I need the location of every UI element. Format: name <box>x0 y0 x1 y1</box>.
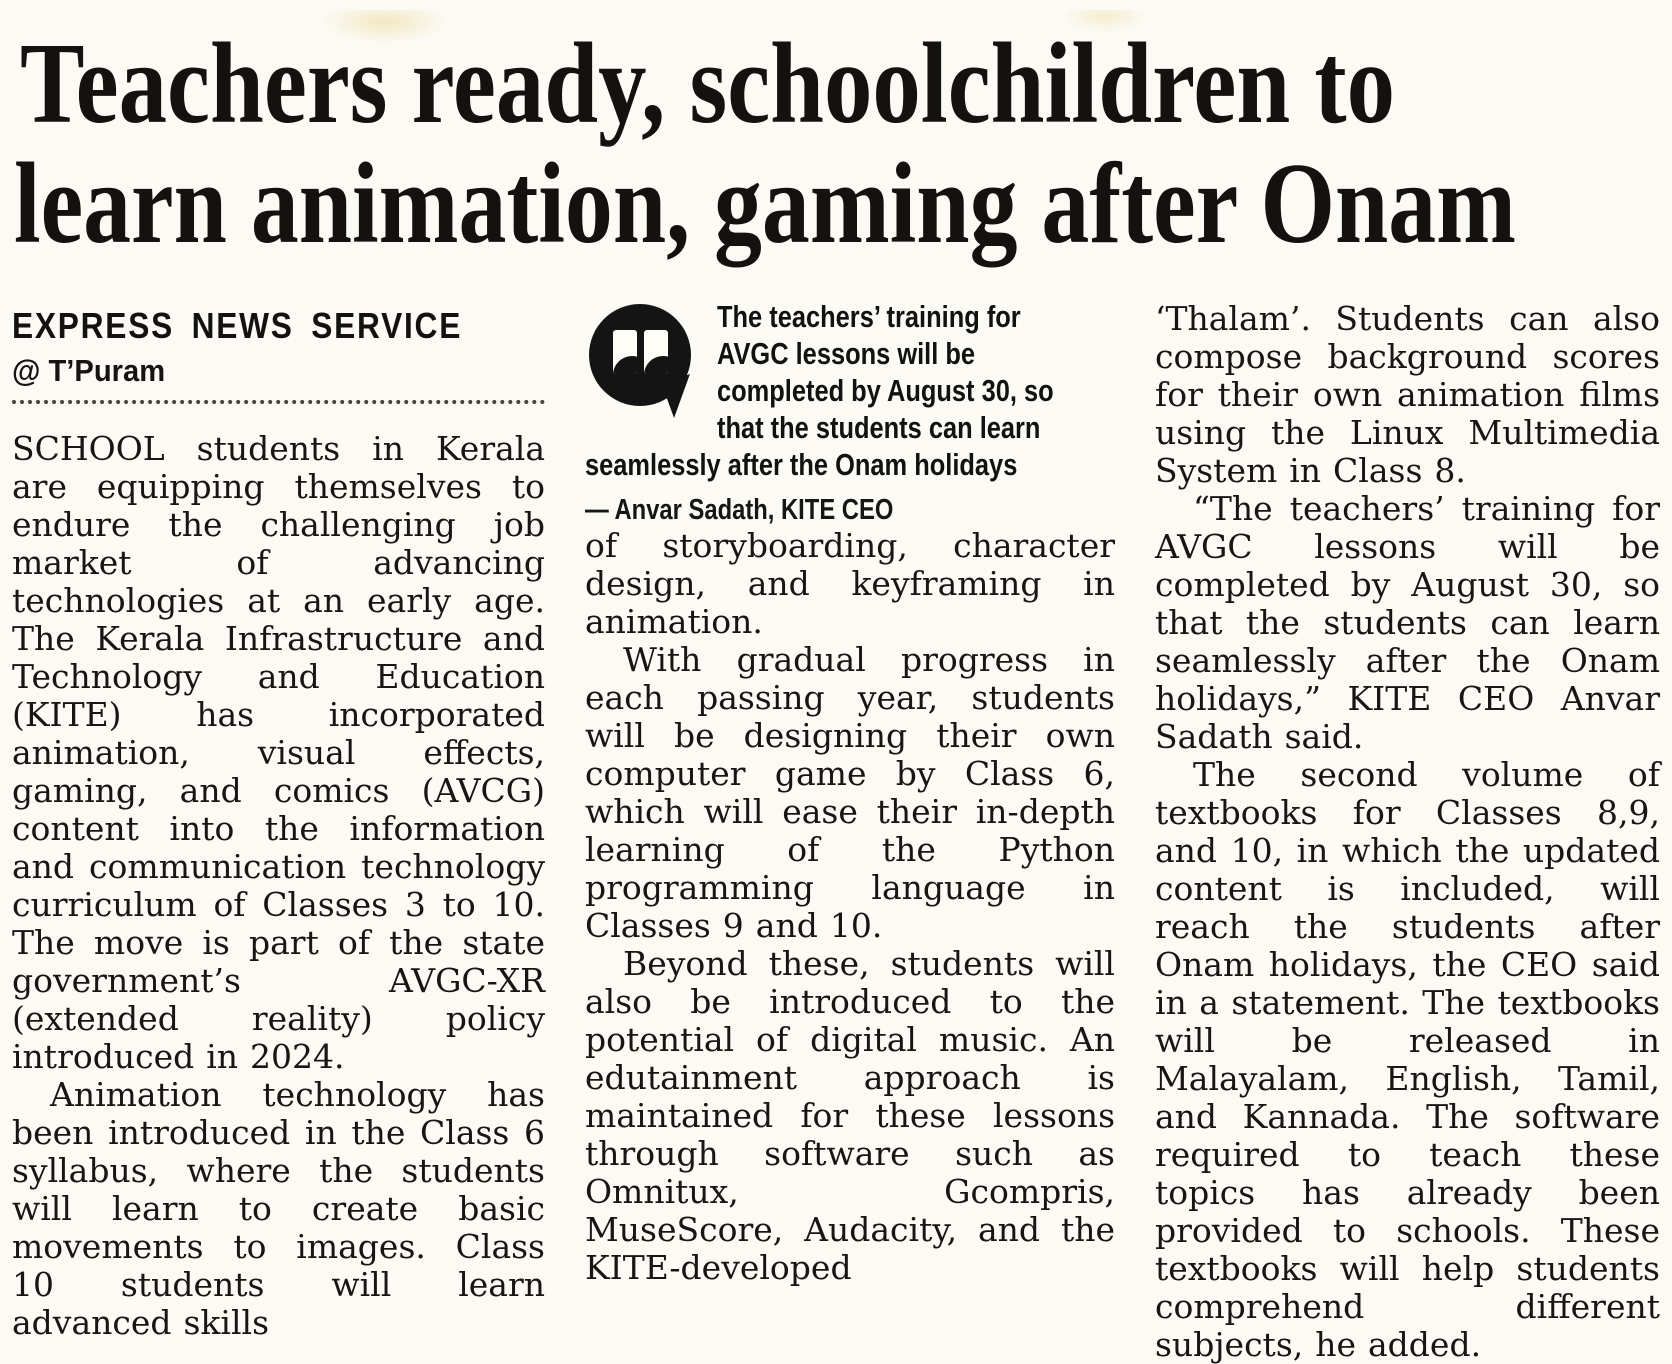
column-1-body <box>12 430 545 1342</box>
paragraph: With gradual progress in each passing year, students will be designing their own computer game by Class 6, which will ease their in-depth learning of the Python programming language in Classes 9 and 10. <box>585 640 1115 945</box>
column-2 <box>585 290 1115 1287</box>
paragraph: Beyond these, students will also be introduced to the potential of digital music. An edutainment approach is maintained for these lessons through software such as Omnitux, Gcompris, MuseScore, Audacity, and the KITE-developed <box>585 944 1115 1287</box>
byline-agency: EXPRESS NEWS SERVICE <box>12 305 463 346</box>
byline-location: @ T’Puram <box>12 353 166 388</box>
pull-quote <box>585 290 1115 527</box>
newspaper-clipping <box>0 10 1672 1364</box>
dotted-divider <box>12 400 545 404</box>
paragraph: “The teachers’ training for AVGC lessons will be completed by August 30, so that the students can learn seamlessly after the Onam holidays,” KITE CEO Anvar Sadath said. <box>1155 489 1660 756</box>
quote-marks <box>589 330 691 374</box>
article-columns <box>0 290 1672 1364</box>
headline-line-1: Teachers ready, schoolchildren to <box>20 20 1395 148</box>
headline-line-2: learn animation, gaming after Onam <box>14 140 1516 268</box>
pull-quote-line: The teachers’ training for <box>717 299 1021 334</box>
paragraph: ‘Thalam’. Students can also compose background scores for their own animation films using the Linux Multimedia System in Class 8. <box>1155 299 1660 490</box>
paragraph: of storyboarding, character design, and keyframing in animation. <box>585 526 1115 641</box>
byline <box>12 290 545 404</box>
quote-mark-right <box>644 330 668 374</box>
quote-mark-left <box>613 330 637 374</box>
column-3-body <box>1155 300 1660 1364</box>
paragraph: Animation technology has been introduced in the Class 6 syllabus, where the students will learn to create basic movements to images. Class 10 students will learn advanced skills <box>12 1075 545 1342</box>
pull-quote-line: that the students can learn <box>717 410 1041 445</box>
headline <box>12 10 1660 278</box>
column-3 <box>1155 290 1660 1364</box>
column-2-body <box>585 527 1115 1287</box>
pull-quote-line: AVGC lessons will be <box>717 336 976 371</box>
pull-quote-attribution: — Anvar Sadath, KITE CEO <box>585 494 894 526</box>
column-1 <box>12 290 545 1342</box>
pull-quote-line: completed by August 30, so <box>717 373 1054 408</box>
quote-icon <box>589 304 691 406</box>
paragraph: SCHOOL students in Kerala are equipping themselves to endure the challenging job market of advancing technologies at an early age. The Kerala Infrastructure and Technology and Education (KITE) has incorporated animation, visual effects, gaming, and comics (AVCG) content into the information and communication technology curriculum of Classes 3 to 10. The move is part of the state government’s AVGC-XR (extended reality) policy introduced in 2024. <box>12 429 545 1076</box>
pull-quote-line: seamlessly after the Onam holidays <box>585 447 1018 482</box>
paragraph: The second volume of textbooks for Classes 8,9, and 10, in which the updated content is included, will reach the students after Onam holidays, the CEO said in a statement. The textbooks will be released in Malayalam, English, Tamil, and Kannada. The software required to teach these topics has already been provided to schools. These textbooks will help students comprehend different subjects, he added. <box>1155 755 1660 1364</box>
